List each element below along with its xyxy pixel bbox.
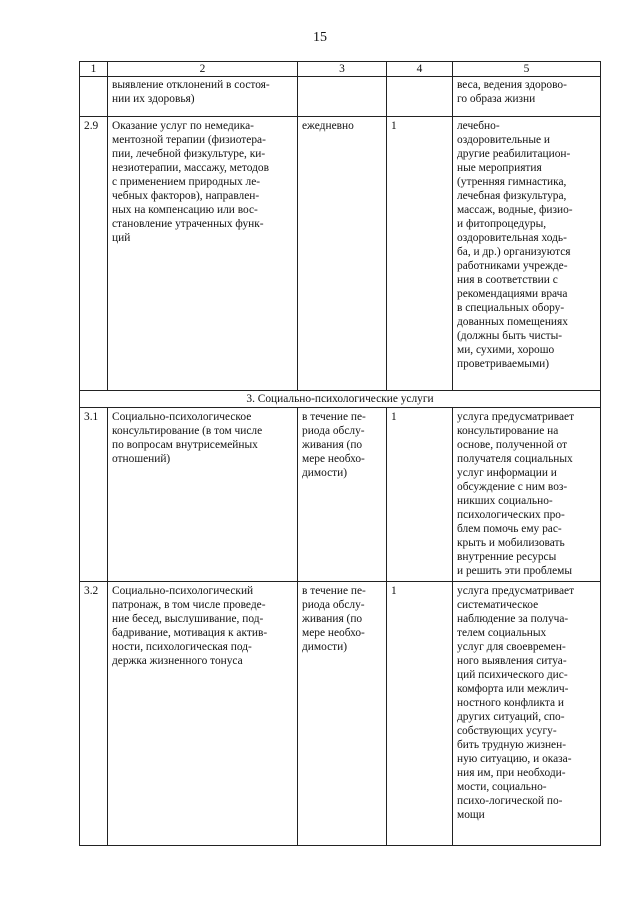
cell-line: (должны быть чисты- bbox=[457, 330, 563, 342]
service-description bbox=[108, 117, 298, 391]
section-heading: 3. Социально-психологические услуги bbox=[80, 391, 601, 408]
cell-line: психо-логической по- bbox=[457, 795, 563, 807]
cell-line: риода обслу- bbox=[302, 425, 365, 437]
cell-line: психологических про- bbox=[457, 509, 565, 521]
cell-line: в течение пе- bbox=[302, 411, 366, 423]
row-number: 2.9 bbox=[80, 117, 108, 391]
cell-line: никших социально- bbox=[457, 495, 553, 507]
cell-line: внутренние ресурсы bbox=[457, 551, 557, 563]
header-col-3: 3 bbox=[298, 62, 387, 77]
header-row bbox=[80, 62, 601, 77]
cell-line: в течение пе- bbox=[302, 585, 366, 597]
cell-line: ния в соответствии с bbox=[457, 274, 558, 286]
cell-line: крыть и мобилизовать bbox=[457, 537, 565, 549]
header-col-2: 2 bbox=[108, 62, 298, 77]
service-count: 1 bbox=[387, 117, 453, 391]
cell-line: мере необхо- bbox=[302, 453, 365, 465]
table-row-2-9 bbox=[80, 117, 601, 391]
cell-line: оздоровительные и bbox=[457, 134, 551, 146]
cell-line: телем социальных bbox=[457, 627, 547, 639]
service-count: 1 bbox=[387, 582, 453, 846]
cell-line: основе, полученной от bbox=[457, 439, 568, 451]
service-conditions bbox=[453, 117, 601, 391]
cont-conditions-line: го образа жизни bbox=[457, 93, 536, 105]
cell-line: оздоровительная ходь- bbox=[457, 232, 567, 244]
cell-line: ностного конфликта и bbox=[457, 697, 564, 709]
cell-line: чебных факторов), направлен- bbox=[112, 190, 260, 202]
cell-line: наблюдение за получа- bbox=[457, 613, 569, 625]
cell-line: мере необхо- bbox=[302, 627, 365, 639]
cell-line: консультирование на bbox=[457, 425, 559, 437]
service-conditions bbox=[453, 582, 601, 846]
service-period bbox=[298, 408, 387, 582]
cell-line: блем помочь ему рас- bbox=[457, 523, 562, 535]
cell-line: ную ситуацию, и оказа- bbox=[457, 753, 572, 765]
cell-line: (утренняя гимнастика, bbox=[457, 176, 567, 188]
cell-line: Социально-психологический bbox=[112, 585, 254, 597]
table-row-3-2 bbox=[80, 582, 601, 846]
cont-period-cell bbox=[298, 77, 387, 117]
cell-line: пии, лечебной физкультуре, ки- bbox=[112, 148, 266, 160]
cont-count-cell bbox=[387, 77, 453, 117]
cell-line: отношений) bbox=[112, 453, 171, 465]
cell-line: по вопросам внутрисемейных bbox=[112, 439, 258, 451]
cell-line: собствующих усугу- bbox=[457, 725, 557, 737]
cell-line: ных на компенсацию или вос- bbox=[112, 204, 258, 216]
cell-line: получателя социальных bbox=[457, 453, 573, 465]
cell-line: услуга предусматривает bbox=[457, 585, 575, 597]
header-col-1: 1 bbox=[80, 62, 108, 77]
cell-line: Социально-психологическое bbox=[112, 411, 252, 423]
cell-line: живания (по bbox=[302, 613, 363, 625]
cont-service-line: нии их здоровья) bbox=[112, 93, 195, 105]
cell-line: лечебная физкультура, bbox=[457, 190, 567, 202]
cell-line: ежедневно bbox=[302, 120, 354, 132]
cell-line: ного выявления ситуа- bbox=[457, 655, 567, 667]
cell-line: другие реабилитацион- bbox=[457, 148, 571, 160]
cell-line: Оказание услуг по немедика- bbox=[112, 120, 254, 132]
cell-line: ния им, при необходи- bbox=[457, 767, 566, 779]
page-number: 15 bbox=[313, 30, 327, 45]
cell-line: в специальных обору- bbox=[457, 302, 565, 314]
cell-line: лечебно- bbox=[457, 120, 500, 132]
service-count: 1 bbox=[387, 408, 453, 582]
cell-line: ние бесед, выслушивание, под- bbox=[112, 613, 264, 625]
cell-line: проветриваемыми) bbox=[457, 358, 550, 370]
service-description bbox=[108, 582, 298, 846]
cell-line: мощи bbox=[457, 809, 485, 821]
cell-line: работниками учрежде- bbox=[457, 260, 568, 272]
service-period bbox=[298, 117, 387, 391]
cell-line: ные мероприятия bbox=[457, 162, 542, 174]
cell-line: консультирование (в том числе bbox=[112, 425, 263, 437]
cell-line: ба, и др.) организуются bbox=[457, 246, 571, 258]
continuation-row bbox=[80, 77, 601, 117]
cell-line: услуг для своевремен- bbox=[457, 641, 566, 653]
cell-line: услуг информации и bbox=[457, 467, 557, 479]
cell-line: незиотерапии, массажу, методов bbox=[112, 162, 269, 174]
service-description bbox=[108, 408, 298, 582]
row-number: 3.2 bbox=[80, 582, 108, 846]
cell-line: бить трудную жизнен- bbox=[457, 739, 567, 751]
service-period bbox=[298, 582, 387, 846]
cell-line: массаж, водные, физио- bbox=[457, 204, 573, 216]
cont-conditions-line: веса, ведения здорово- bbox=[457, 79, 567, 91]
cell-line: патронаж, в том числе проведе- bbox=[112, 599, 266, 611]
cell-line: димости) bbox=[302, 467, 348, 479]
cell-line: ности, психологическая под- bbox=[112, 641, 252, 653]
cell-line: ментозной терапии (физиотера- bbox=[112, 134, 266, 146]
cell-line: ций психического дис- bbox=[457, 669, 568, 681]
cell-line: ми, сухими, хорошо bbox=[457, 344, 555, 356]
cell-line: обсуждение с ним воз- bbox=[457, 481, 568, 493]
cell-line: димости) bbox=[302, 641, 348, 653]
services-table bbox=[79, 61, 601, 846]
cell-line: и фитопроцедуры, bbox=[457, 218, 547, 230]
cell-line: услуга предусматривает bbox=[457, 411, 575, 423]
cell-line: живания (по bbox=[302, 439, 363, 451]
cell-line: ций bbox=[112, 232, 131, 244]
section-row bbox=[80, 391, 601, 408]
cell-line: других ситуаций, спо- bbox=[457, 711, 565, 723]
row-number: 3.1 bbox=[80, 408, 108, 582]
cont-num-cell bbox=[80, 77, 108, 117]
cell-line: бадривание, мотивация к актив- bbox=[112, 627, 268, 639]
cell-line: дованных помещениях bbox=[457, 316, 568, 328]
cell-line: рекомендациями врача bbox=[457, 288, 568, 300]
header-col-5: 5 bbox=[453, 62, 601, 77]
cell-line: систематическое bbox=[457, 599, 539, 611]
cont-service-cell bbox=[108, 77, 298, 117]
table-row-3-1 bbox=[80, 408, 601, 582]
cell-line: и решить эти проблемы bbox=[457, 565, 572, 577]
cell-line: комфорта или межлич- bbox=[457, 683, 569, 695]
cont-service-line: выявление отклонений в состоя- bbox=[112, 79, 270, 91]
service-conditions bbox=[453, 408, 601, 582]
cell-line: держка жизненного тонуса bbox=[112, 655, 243, 667]
cell-line: становление утраченных функ- bbox=[112, 218, 264, 230]
cell-line: с применением природных ле- bbox=[112, 176, 261, 188]
cell-line: риода обслу- bbox=[302, 599, 365, 611]
header-col-4: 4 bbox=[387, 62, 453, 77]
cell-line: мости, социально- bbox=[457, 781, 547, 793]
cont-conditions-cell bbox=[453, 77, 601, 117]
